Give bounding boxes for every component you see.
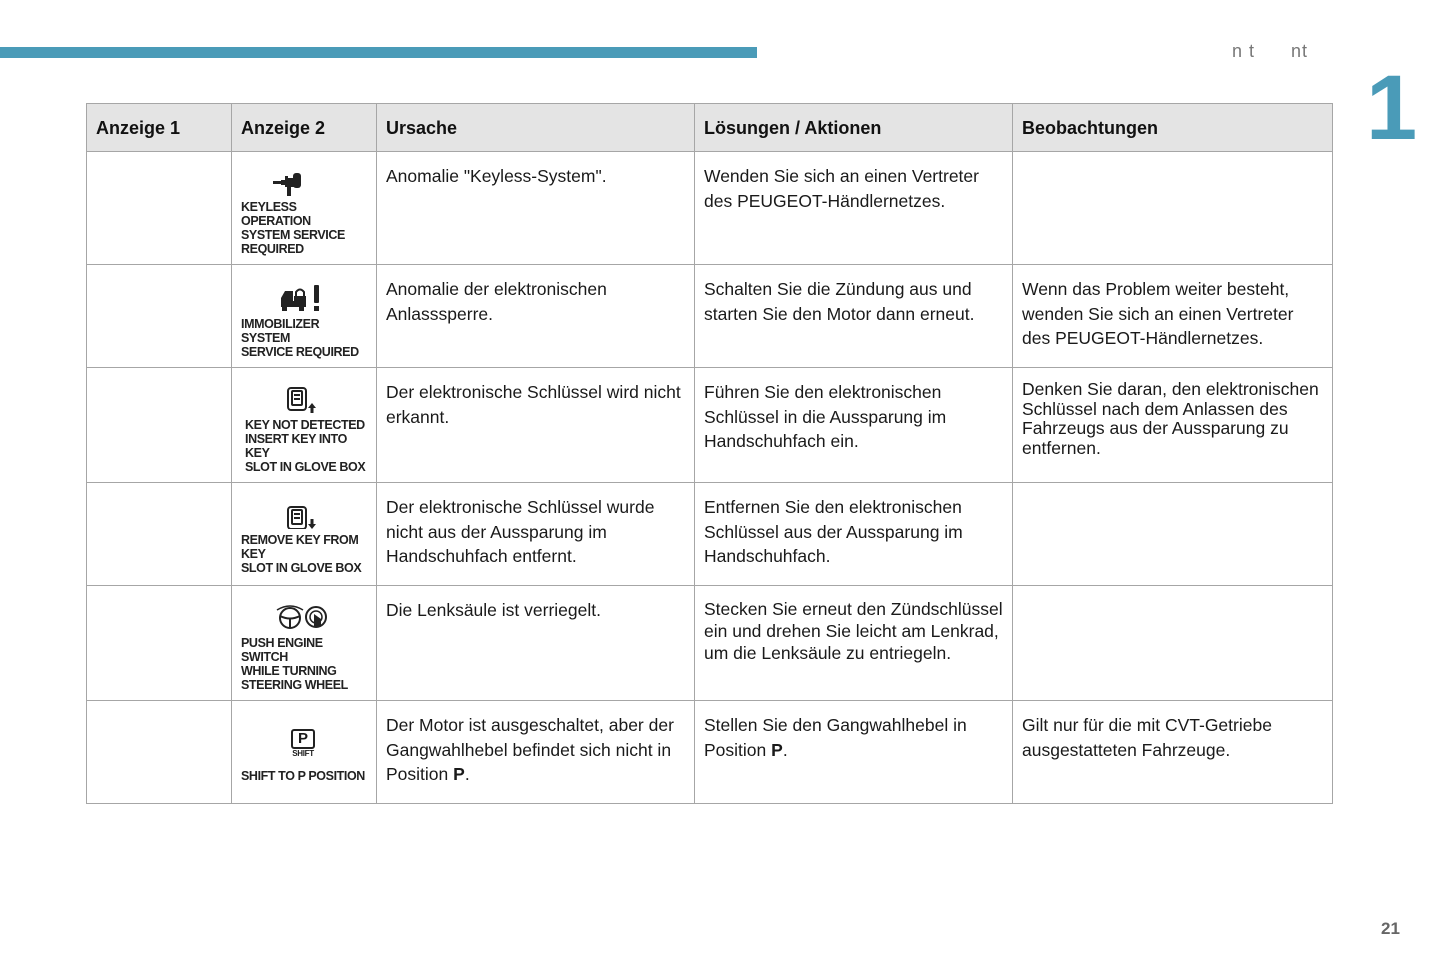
loesung-cell: Stellen Sie den Gangwahlhebel in Position P. (695, 701, 1013, 804)
loesung-cell: Stecken Sie erneut den Zündschlüssel ein und drehen Sie leicht am Lenkrad, um die Lenksäule zu entriegeln. (695, 586, 1013, 701)
ursache-bold-p: P (453, 764, 465, 784)
anzeige1-cell (87, 368, 232, 483)
warning-text: KEY NOT DETECTED INSERT KEY INTO KEY SLOT IN GLOVE BOX (245, 418, 366, 474)
table-row (87, 701, 1333, 804)
anzeige2-cell (232, 483, 377, 586)
immobilizer-car-lock-icon (241, 283, 351, 313)
table-row (87, 586, 1333, 701)
table-row (87, 265, 1333, 368)
warning-text: SHIFT TO P POSITION (241, 769, 365, 783)
warning-text: KEYLESS OPERATION SYSTEM SERVICE REQUIRED (241, 200, 345, 256)
beobachtung-cell: Denken Sie daran, den elektronischen Schlüssel nach dem Anlassen des Fahrzeugs aus der Aussparung zu entfernen. (1013, 368, 1333, 483)
steering-wheel-push-switch-icon (241, 604, 351, 632)
running-header: n t nt (1232, 41, 1309, 61)
ursache-cell: Der Motor ist ausgeschaltet, aber der Gangwahlhebel befindet sich nicht in Position P. (377, 701, 695, 804)
loesung-cell: Entfernen Sie den elektronischen Schlüssel aus der Aussparung im Handschuhfach. (695, 483, 1013, 586)
loesung-bold-p: P (771, 739, 783, 760)
header-ursache: Ursache (377, 104, 695, 152)
beobachtung-cell: Wenn das Problem weiter besteht, wenden Sie sich an einen Vertreter des PEUGEOT-Händlernetzes. (1013, 265, 1333, 368)
ursache-cell: Der elektronische Schlüssel wird nicht erkannt. (377, 368, 695, 483)
anzeige1-cell (87, 586, 232, 701)
anzeige2-cell (232, 368, 377, 483)
loesung-cell: Wenden Sie sich an einen Vertreter des PEUGEOT-Händlernetzes. (695, 152, 1013, 265)
loesung-text: Stellen Sie den Gangwahlhebel in Position (704, 715, 967, 760)
anzeige2-cell (232, 152, 377, 265)
shift-p-sub: SHIFT (292, 749, 314, 758)
header-anzeige1: Anzeige 1 (87, 104, 232, 152)
loesung-cell: Schalten Sie die Zündung aus und starten Sie den Motor dann erneut. (695, 265, 1013, 368)
warning-text: PUSH ENGINE SWITCH WHILE TURNING STEERING WHEEL (241, 636, 348, 692)
table-header-row (87, 104, 1333, 152)
beobachtung-cell (1013, 483, 1333, 586)
beobachtung-cell (1013, 586, 1333, 701)
page-number: 21 (1381, 919, 1400, 938)
ursache-cell: Anomalie der elektronischen Anlasssperre. (377, 265, 695, 368)
key-insert-icon (241, 386, 351, 414)
anzeige2-cell (232, 701, 377, 804)
header-loesungen: Lösungen / Aktionen (695, 104, 1013, 152)
table-row (87, 368, 1333, 483)
warning-text: REMOVE KEY FROM KEY SLOT IN GLOVE BOX (241, 533, 362, 575)
shift-p-letter: P (291, 729, 315, 749)
ursache-cell: Der elektronische Schlüssel wurde nicht aus der Aussparung im Handschuhfach entfernt. (377, 483, 695, 586)
chapter-number: 1 (1366, 57, 1418, 159)
anzeige2-cell (232, 265, 377, 368)
header-beobachtungen: Beobachtungen (1013, 104, 1333, 152)
ursache-text: Der Motor ist ausgeschaltet, aber der Gangwahlhebel befindet sich nicht in Position (386, 715, 674, 784)
key-remove-icon (241, 501, 351, 529)
keyless-key-icon (241, 170, 301, 196)
header-anzeige2: Anzeige 2 (232, 104, 377, 152)
anzeige1-cell (87, 483, 232, 586)
beobachtung-cell (1013, 152, 1333, 265)
table-row (87, 483, 1333, 586)
anzeige2-cell (232, 586, 377, 701)
warning-table (86, 103, 1333, 804)
shift-p-icon (291, 729, 315, 759)
ursache-cell: Anomalie "Keyless-System". (377, 152, 695, 265)
loesung-cell: Führen Sie den elektronischen Schlüssel in die Aussparung im Handschuhfach ein. (695, 368, 1013, 483)
warning-text: IMMOBILIZER SYSTEM SERVICE REQUIRED (241, 317, 359, 359)
anzeige1-cell (87, 701, 232, 804)
table-row (87, 152, 1333, 265)
anzeige1-cell (87, 152, 232, 265)
header-accent-bar (0, 47, 757, 58)
anzeige1-cell (87, 265, 232, 368)
ursache-cell: Die Lenksäule ist verriegelt. (377, 586, 695, 701)
beobachtung-cell: Gilt nur für die mit CVT-Getriebe ausgestatteten Fahrzeuge. (1013, 701, 1333, 804)
